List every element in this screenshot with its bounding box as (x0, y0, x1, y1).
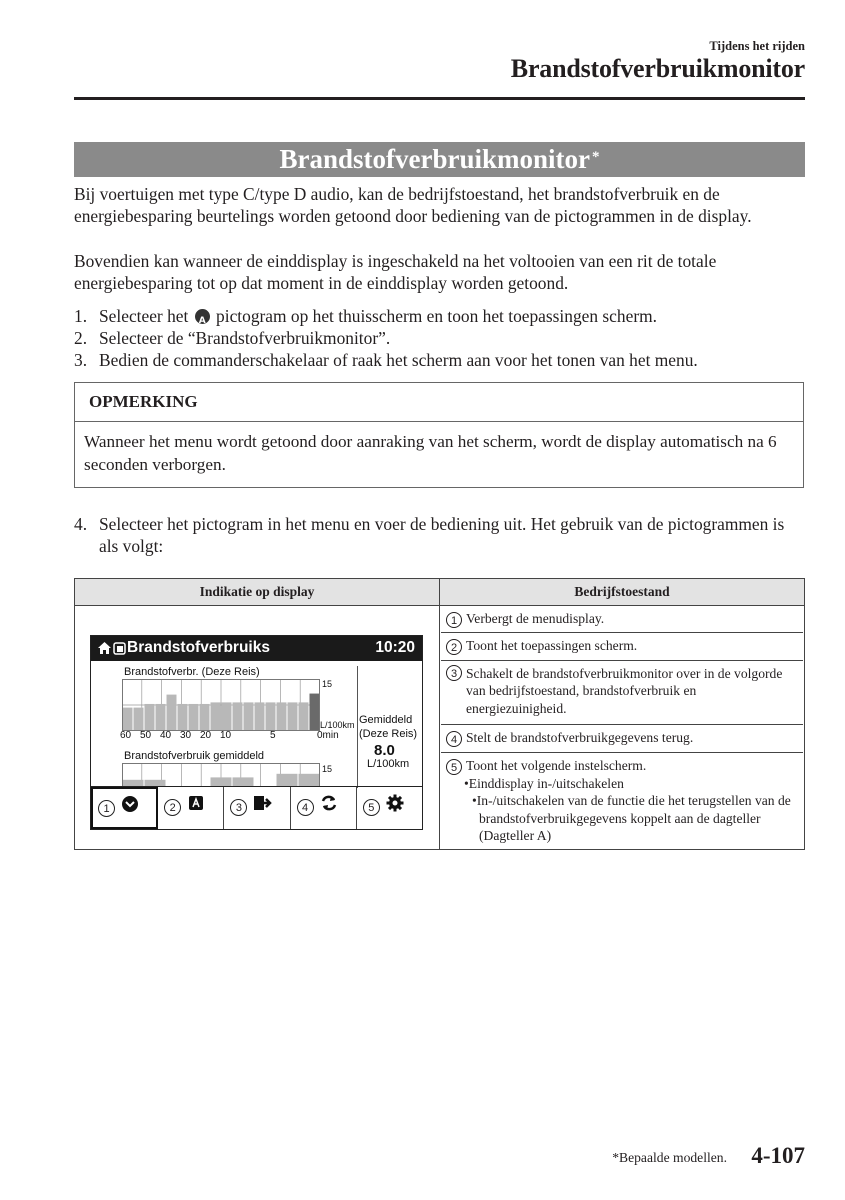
row-number: 4 (446, 731, 462, 747)
tab-number: 2 (164, 799, 181, 816)
x-tick: 40 (160, 730, 172, 741)
tab-number: 3 (230, 799, 247, 816)
step-text-before: Selecteer het (99, 306, 189, 326)
chart-bar (200, 704, 210, 731)
tab-number: 1 (98, 800, 115, 817)
chevron-down-icon (120, 794, 140, 814)
chart-bar (167, 695, 177, 731)
chart-bar (288, 702, 298, 731)
chart-bar (178, 704, 188, 731)
step-text: Selecteer de “Brandstofverbruikmonitor”. (99, 328, 391, 348)
menu-tab-apps[interactable] (158, 787, 224, 829)
step-1 (74, 305, 805, 327)
chart-bar (145, 704, 155, 731)
chart-bar (123, 708, 133, 731)
x-tick: 50 (140, 730, 152, 741)
row-text: Toont het toepassingen scherm. (466, 638, 638, 653)
section-title: Brandstofverbruikmonitor (279, 144, 590, 174)
chart-bar (189, 704, 199, 731)
row-text: Schakelt de brandstofverbruikmonitor over in de volgorde van bedrijfstoestand, brandstofverbruik en energiezuinigheid. (466, 666, 783, 716)
x-tick: 10 (220, 730, 232, 741)
intro-paragraph-1: Bij voertuigen met type C/type D audio, kan de bedrijfstoestand, het brandstofverbruik en de energiebesparing beurtelings worden getoond door bediening van de pictogrammen in de display. (74, 184, 752, 227)
row-text: Stelt de brandstofverbruikgegevens terug. (466, 730, 694, 745)
step-3 (74, 349, 805, 371)
chart-bar (244, 702, 254, 731)
avg-label: Gemiddeld (359, 714, 413, 726)
chart-bar (211, 702, 221, 731)
avg-divider (357, 666, 358, 788)
row-number: 5 (446, 759, 462, 775)
x-tick: 30 (180, 730, 192, 741)
menu-tab-reset[interactable] (291, 787, 357, 829)
table-header-operation: Bedrijfstoestand (440, 579, 804, 606)
avg-sub: (Deze Reis) (359, 728, 418, 740)
graph1-unit: L/100km (320, 720, 355, 730)
models-mark: * (592, 149, 600, 165)
footer-note: *Bepaalde modellen. (612, 1150, 727, 1165)
graph2-label: Brandstofverbruik gemiddeld (124, 750, 265, 762)
row-number: 3 (446, 665, 462, 681)
step-text: Selecteer het pictogram in het menu en voer de bediening uit. Het gebruik van de pictogrammen is als volgt: (99, 514, 785, 557)
row-text: Toont het volgende instelscherm. (466, 758, 647, 773)
graph1-chart (122, 679, 320, 731)
graph2-chart (122, 763, 320, 787)
switch-view-icon (252, 793, 272, 813)
intro-paragraph-2: Bovendien kan wanneer de einddisplay is ingeschakeld na het voltooien van een rit de totale energiebesparing tot op dat moment in de einddisplay worden getoond. (74, 251, 717, 294)
display-title: Brandstofverbruiks (127, 639, 270, 656)
tab-number: 5 (363, 799, 380, 816)
table-row (441, 753, 803, 849)
step-number: 3. (74, 350, 88, 370)
step-2 (74, 327, 805, 349)
x-tick: 20 (200, 730, 212, 741)
step-4 (74, 513, 805, 558)
chart-bar (222, 702, 232, 731)
step-text-after: pictogram op het thuisscherm en toon het toepassingen scherm. (216, 306, 657, 326)
table-row (441, 606, 803, 633)
x-axis-ticks (120, 730, 340, 742)
header-rule (74, 97, 805, 100)
app-icon (113, 642, 126, 655)
x-tick: 60 (120, 730, 132, 741)
column-divider (439, 579, 440, 849)
x-tick: 0min (317, 730, 339, 741)
step-text: Bedien de commanderschakelaar of raak het scherm aan voor het tonen van het menu. (99, 350, 698, 370)
note-body: Wanneer het menu wordt getoond door aanraking van het scherm, wordt de display automatisch na 6 seconden verborgen. (84, 432, 777, 474)
table-row (441, 661, 803, 725)
table-row (441, 633, 803, 661)
menu-tab-switch-view[interactable] (224, 787, 290, 829)
step-number: 4. (74, 514, 88, 534)
chart-bar (233, 702, 243, 731)
display-screenshot (90, 635, 423, 830)
row-bullet: •Einddisplay in-/uitschakelen (464, 776, 624, 791)
avg-value: 8.0 (374, 742, 395, 759)
table-row (441, 725, 803, 753)
graph1-label: Brandstofverbr. (Deze Reis) (124, 666, 260, 678)
note-box (74, 382, 804, 488)
chart-bar (156, 704, 166, 731)
step-number: 1. (74, 306, 88, 326)
menu-tab-hide[interactable] (91, 787, 158, 829)
running-header-section: Tijdens het rijden (709, 39, 805, 53)
note-heading: OPMERKING (75, 383, 803, 422)
section-banner (74, 142, 805, 177)
menu-bar (91, 786, 422, 829)
chart-bar (299, 702, 309, 731)
step-number: 2. (74, 328, 88, 348)
avg-unit: L/100km (367, 758, 410, 770)
graph2-y-top: 15 (322, 764, 333, 774)
row-text: Verbergt de menudisplay. (466, 611, 605, 626)
display-clock: 10:20 (375, 639, 415, 656)
apps-icon (195, 309, 210, 324)
chart-bar (134, 708, 144, 731)
home-icon (97, 641, 112, 655)
display-title-bar (91, 636, 422, 661)
chart-bar (266, 702, 276, 731)
running-header-title: Brandstofverbruikmonitor (510, 54, 805, 83)
apps-icon (186, 793, 206, 813)
row-number: 1 (446, 612, 462, 628)
table-header-display: Indikatie op display (75, 579, 440, 606)
refresh-icon (319, 793, 339, 813)
graph1-y-top: 15 (322, 679, 333, 689)
icon-table (74, 578, 805, 850)
chart-bar (255, 702, 265, 731)
step-text (99, 305, 657, 327)
gear-icon (385, 793, 405, 813)
menu-tab-settings[interactable] (357, 787, 422, 829)
chart-bar (310, 694, 320, 731)
x-tick: 5 (270, 730, 276, 741)
page-number: 4-107 (751, 1143, 805, 1168)
row-number: 2 (446, 639, 462, 655)
chart-bar (277, 702, 287, 731)
tab-number: 4 (297, 799, 314, 816)
row-bullet: •In-/uitschakelen van de functie die het terugstellen van de brandstofverbruikgegevens koppelt aan de dagteller (Dagteller A) (472, 793, 791, 843)
